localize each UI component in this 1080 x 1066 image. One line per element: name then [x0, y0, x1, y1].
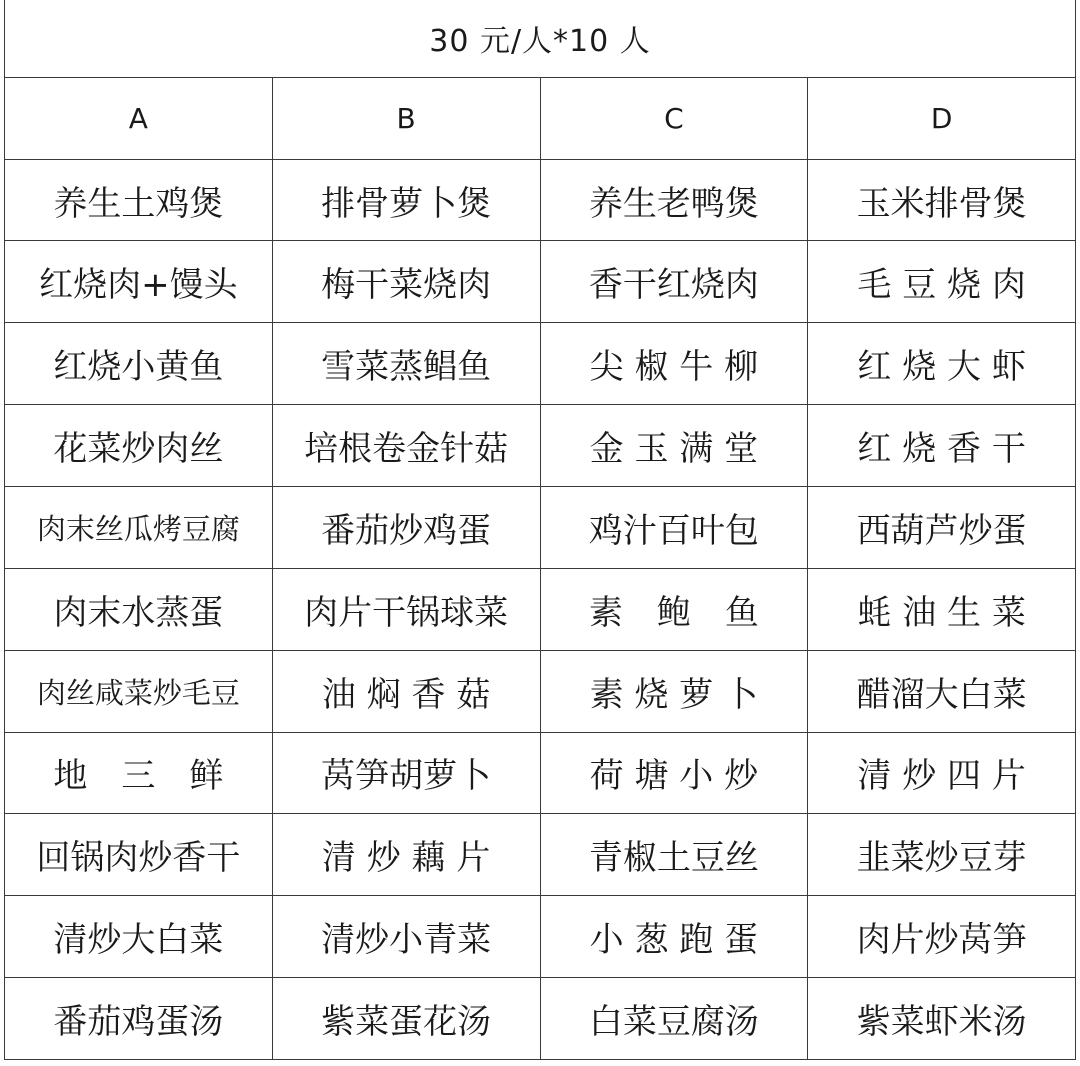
- dish-cell-c: 荷 塘 小 炒: [540, 732, 808, 814]
- dish-cell-b: 肉片干锅球菜: [272, 568, 540, 650]
- title-row: [5, 0, 1076, 77]
- dish-cell-a: 花菜炒肉丝: [5, 405, 273, 487]
- dish-cell-d: 西葫芦炒蛋: [808, 487, 1076, 569]
- dish-cell-c: 金 玉 满 堂: [540, 405, 808, 487]
- menu-title: 30 元/人*10 人: [5, 0, 1076, 77]
- dish-cell-b: 梅干菜烧肉: [272, 241, 540, 323]
- dish-cell-b: 雪菜蒸鲳鱼: [272, 323, 540, 405]
- table-row: [5, 405, 1076, 487]
- column-header-a: A: [5, 77, 273, 159]
- dish-cell-b: 清炒小青菜: [272, 896, 540, 978]
- dish-cell-d: 红 烧 大 虾: [808, 323, 1076, 405]
- dish-cell-d: 毛 豆 烧 肉: [808, 241, 1076, 323]
- dish-cell-a: 清炒大白菜: [5, 896, 273, 978]
- dish-cell-d: 清 炒 四 片: [808, 732, 1076, 814]
- dish-cell-d: 蚝 油 生 菜: [808, 568, 1076, 650]
- table-row: [5, 650, 1076, 732]
- dish-cell-b: 排骨萝卜煲: [272, 159, 540, 241]
- dish-cell-b: 莴笋胡萝卜: [272, 732, 540, 814]
- dish-cell-d: 肉片炒莴笋: [808, 896, 1076, 978]
- dish-cell-d: 紫菜虾米汤: [808, 978, 1076, 1060]
- dish-cell-d: 红 烧 香 干: [808, 405, 1076, 487]
- dish-cell-a: 红烧肉+馒头: [5, 241, 273, 323]
- table-row: [5, 814, 1076, 896]
- dish-cell-a: 回锅肉炒香干: [5, 814, 273, 896]
- dish-cell-a: 肉末丝瓜烤豆腐: [5, 487, 273, 569]
- dish-cell-c: 青椒土豆丝: [540, 814, 808, 896]
- column-header-b: B: [272, 77, 540, 159]
- table-row: [5, 978, 1076, 1060]
- menu-table: [4, 0, 1076, 1060]
- table-row: [5, 732, 1076, 814]
- table-row: [5, 323, 1076, 405]
- dish-cell-c: 白菜豆腐汤: [540, 978, 808, 1060]
- dish-cell-a: 红烧小黄鱼: [5, 323, 273, 405]
- dish-cell-b: 清 炒 藕 片: [272, 814, 540, 896]
- table-row: [5, 487, 1076, 569]
- dish-cell-a: 养生土鸡煲: [5, 159, 273, 241]
- table-row: [5, 241, 1076, 323]
- dish-cell-c: 养生老鸭煲: [540, 159, 808, 241]
- dish-cell-d: 韭菜炒豆芽: [808, 814, 1076, 896]
- dish-cell-c: 香干红烧肉: [540, 241, 808, 323]
- table-row: [5, 896, 1076, 978]
- column-header-c: C: [540, 77, 808, 159]
- dish-cell-c: 素 烧 萝 卜: [540, 650, 808, 732]
- dish-cell-b: 油 焖 香 菇: [272, 650, 540, 732]
- column-header-d: D: [808, 77, 1076, 159]
- dish-cell-b: 培根卷金针菇: [272, 405, 540, 487]
- dish-cell-d: 玉米排骨煲: [808, 159, 1076, 241]
- dish-cell-c: 尖 椒 牛 柳: [540, 323, 808, 405]
- dish-cell-b: 紫菜蛋花汤: [272, 978, 540, 1060]
- dish-cell-b: 番茄炒鸡蛋: [272, 487, 540, 569]
- dish-cell-c: 鸡汁百叶包: [540, 487, 808, 569]
- dish-cell-a: 肉末水蒸蛋: [5, 568, 273, 650]
- dish-cell-c: 素 鲍 鱼: [540, 568, 808, 650]
- dish-cell-c: 小 葱 跑 蛋: [540, 896, 808, 978]
- table-row: [5, 159, 1076, 241]
- dish-cell-a: 肉丝咸菜炒毛豆: [5, 650, 273, 732]
- dish-cell-d: 醋溜大白菜: [808, 650, 1076, 732]
- header-row: [5, 77, 1076, 159]
- table-row: [5, 568, 1076, 650]
- dish-cell-a: 番茄鸡蛋汤: [5, 978, 273, 1060]
- dish-cell-a: 地 三 鲜: [5, 732, 273, 814]
